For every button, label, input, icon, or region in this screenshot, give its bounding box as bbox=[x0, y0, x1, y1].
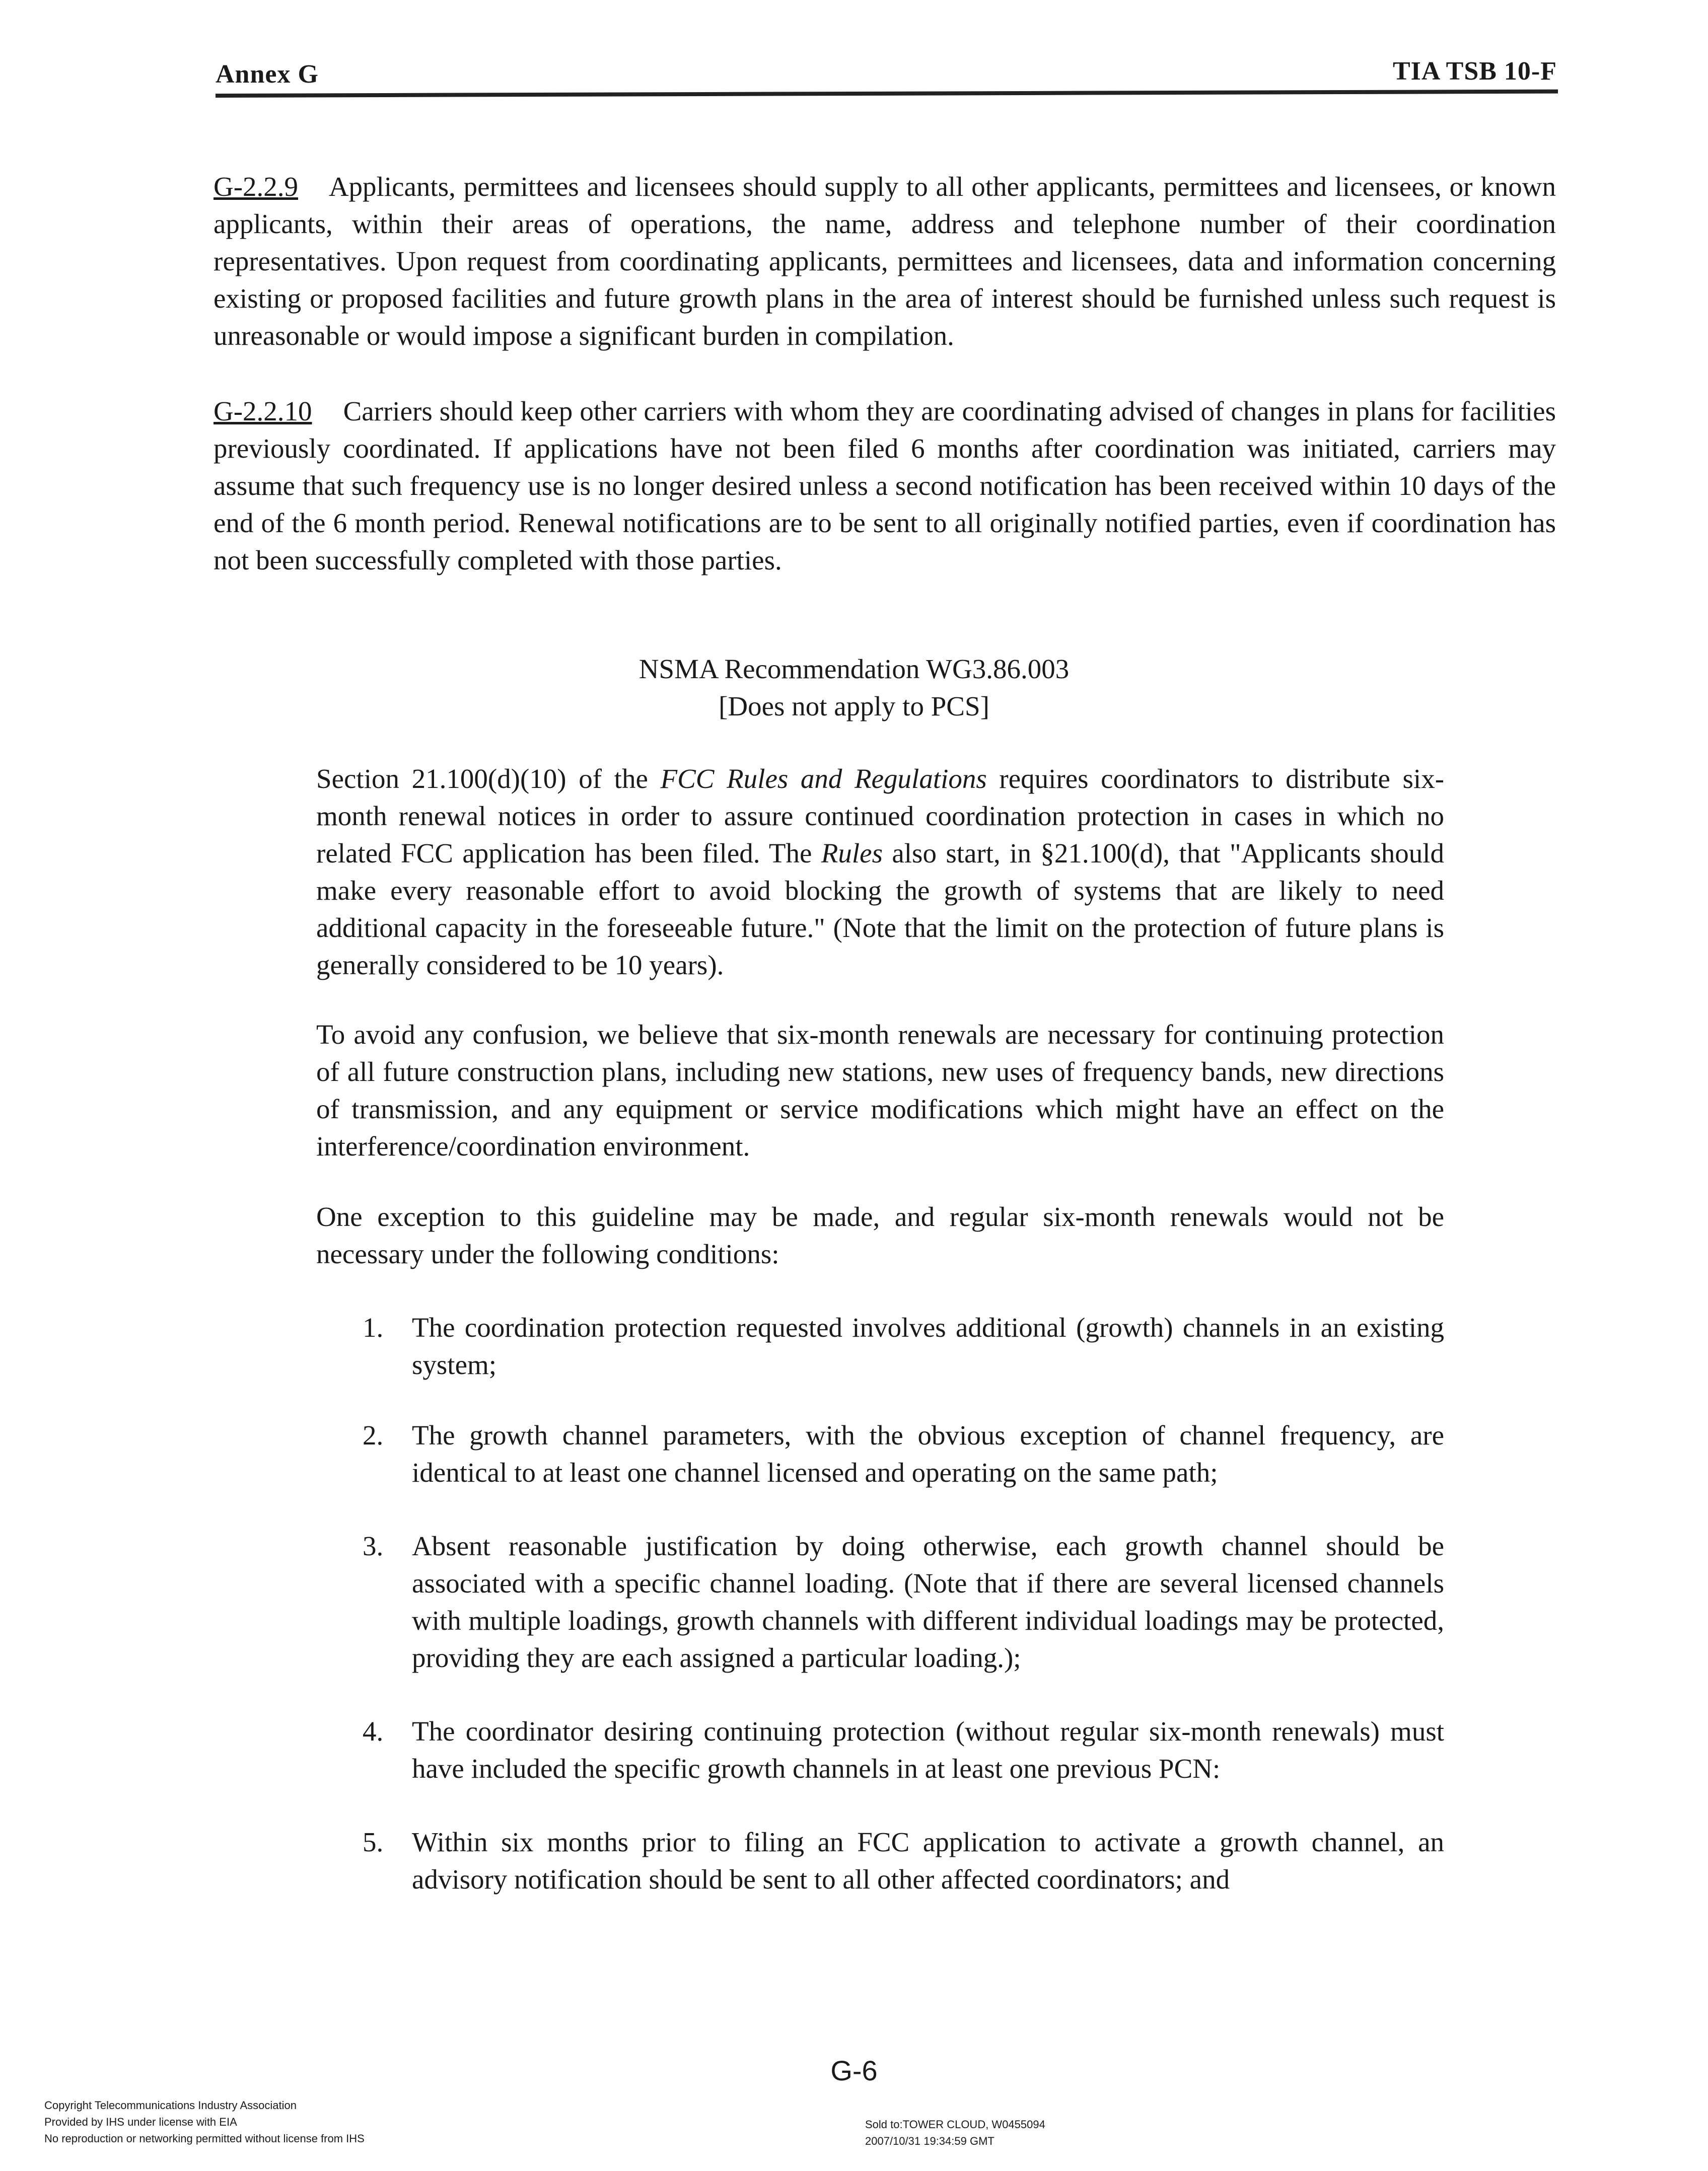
list-item bbox=[316, 1713, 1444, 1787]
list-text: The coordination protection requested involves additional (growth) channels in an existing system; bbox=[412, 1312, 1444, 1380]
copyright-notice bbox=[44, 2097, 365, 2147]
section-number: G-2.2.9 bbox=[214, 171, 299, 202]
header-divider bbox=[216, 90, 1558, 98]
list-number: 4. bbox=[363, 1716, 384, 1747]
timestamp-line: 2007/10/31 19:34:59 GMT bbox=[865, 2135, 994, 2147]
recommendation-heading bbox=[0, 650, 1708, 725]
italic-title: FCC Rules and Regulations bbox=[660, 763, 987, 794]
recommendation-paragraph-1 bbox=[316, 760, 1444, 984]
section-g-2-2-9 bbox=[214, 168, 1556, 354]
list-item bbox=[316, 1824, 1444, 1898]
text-run: requires coordinators to distribute six-month renewal notices in order to assure continued coordination protection in cases in which no related FCC application has been filed. The bbox=[316, 763, 1445, 869]
list-number: 5. bbox=[363, 1827, 384, 1857]
list-number: 2. bbox=[363, 1420, 384, 1451]
text-run: Section 21.100(d)(10) of the bbox=[316, 763, 661, 794]
list-item bbox=[316, 1417, 1444, 1491]
conditions-list bbox=[316, 1309, 1444, 1934]
italic-title: Rules bbox=[821, 838, 883, 869]
sold-to-stamp bbox=[865, 2116, 1045, 2149]
copyright-line: Provided by IHS under license with EIA bbox=[44, 2116, 237, 2128]
section-number: G-2.2.10 bbox=[214, 396, 312, 426]
header-document-id: TIA TSB 10-F bbox=[1392, 57, 1557, 86]
recommendation-paragraph-3: One exception to this guideline may be made, and regular six-month renewals would not be necessary under the following conditions: bbox=[316, 1201, 1444, 1269]
sold-to-line: Sold to:TOWER CLOUD, W0455094 bbox=[865, 2118, 1045, 2131]
list-text: The coordinator desiring continuing protection (without regular six-month renewals) must have included the specific growth channels in at least one previous PCN: bbox=[412, 1716, 1444, 1784]
list-item bbox=[316, 1309, 1444, 1384]
section-g-2-2-10 bbox=[214, 393, 1556, 579]
list-number: 3. bbox=[363, 1531, 384, 1561]
list-text: Within six months prior to filing an FCC application to activate a growth channel, an advisory notification should be sent to all other affected coordinators; and bbox=[412, 1827, 1444, 1895]
list-number: 1. bbox=[363, 1312, 384, 1343]
list-text: Absent reasonable justification by doing otherwise, each growth channel should be associated with a specific channel loading. (Note that if there are several licensed channels with multiple loadings, growth channels with different individual loadings may be protected, providing they are each assigned a particular loading.); bbox=[412, 1531, 1444, 1673]
list-text: The growth channel parameters, with the obvious exception of channel frequency, are identical to at least one channel licensed and operating on the same path; bbox=[412, 1420, 1444, 1488]
copyright-line: Copyright Telecommunications Industry Association bbox=[44, 2099, 297, 2112]
list-item bbox=[316, 1528, 1444, 1677]
recommendation-subtitle: [Does not apply to PCS] bbox=[719, 691, 989, 721]
recommendation-paragraph-2: To avoid any confusion, we believe that six-month renewals are necessary for continuing protection of all future construction plans, including new stations, new uses of frequency bands, new directions of transmission, and any equipment or service modifications which might have an effect on the interference/coordination environment. bbox=[316, 1019, 1444, 1162]
section-text: Applicants, permittees and licensees should supply to all other applicants, permittees and licensees, or known applicants, within their areas of operations, the name, address and telephone number of their coordination representatives. Upon request from coordinating applicants, permittees and licensees, data and information concerning existing or proposed facilities and future growth plans in the area of interest should be furnished unless such request is unreasonable or would impose a significant burden in compilation. bbox=[214, 171, 1556, 351]
header-annex-label: Annex G bbox=[216, 60, 319, 89]
text-run: also start, in §21.100(d), that "Applicants should make every reasonable effort to avoid blocking the growth of systems that are likely to need additional capacity in the foreseeable future." (Note that the limit on the protection of future plans is generally considered to be 10 years). bbox=[316, 838, 1444, 980]
section-text: Carriers should keep other carriers with whom they are coordinating advised of changes in plans for facilities previously coordinated. If applications have not been filed 6 months after coordination was initiated, carriers may assume that such frequency use is no longer desired unless a second notification has been received within 10 days of the end of the 6 month period. Renewal notifications are to be sent to all originally notified parties, even if coordination has not been successfully completed with those parties. bbox=[214, 396, 1556, 575]
copyright-line: No reproduction or networking permitted without license from IHS bbox=[44, 2132, 365, 2145]
page-number: G-6 bbox=[830, 2055, 878, 2086]
recommendation-title: NSMA Recommendation WG3.86.003 bbox=[638, 654, 1070, 684]
